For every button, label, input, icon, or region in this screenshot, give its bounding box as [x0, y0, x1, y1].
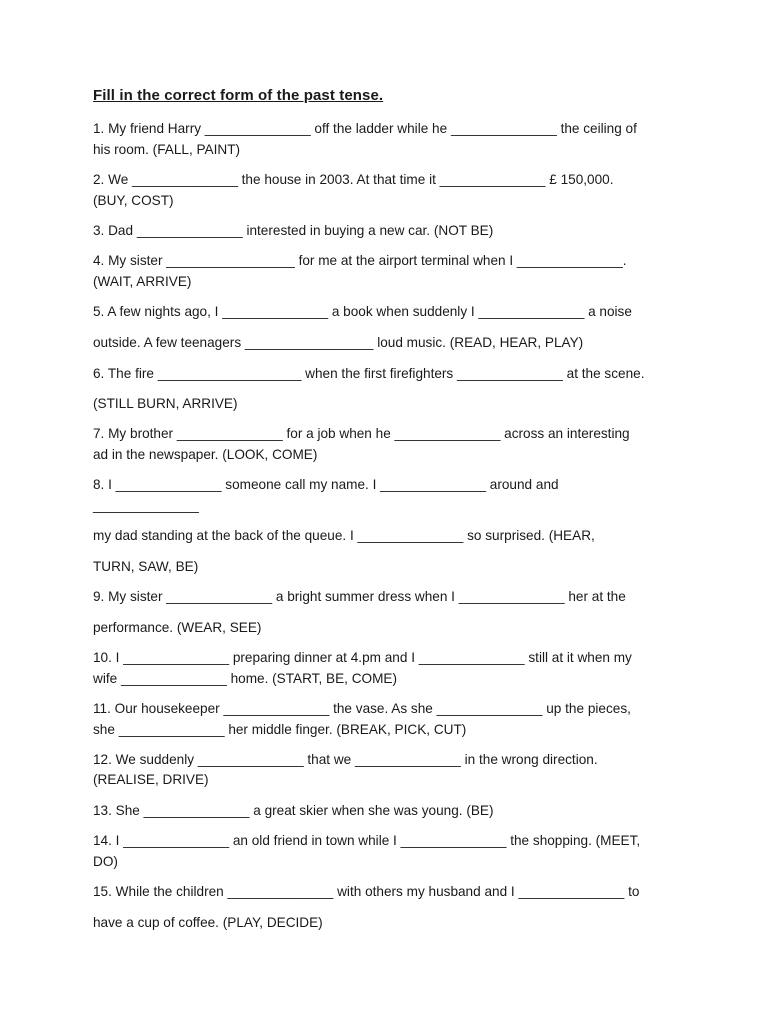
exercise-10-line-1: 10. I ______________ preparing dinner at 4.pm and I ______________ still at it when my [93, 650, 632, 665]
exercise-5-line-2: outside. A few teenagers _________________ loud music. (READ, HEAR, PLAY) [93, 335, 584, 350]
exercise-11-line-1: 11. Our housekeeper ______________ the vase. As she ______________ up the pieces, [93, 701, 631, 716]
exercise-10-line-2: wife ______________ home. (START, BE, COME) [93, 671, 397, 686]
exercise-13-line-1: 13. She ______________ a great skier when she was young. (BE) [93, 803, 494, 818]
exercise-7-line-2: ad in the newspaper. (LOOK, COME) [93, 447, 318, 462]
exercise-12-line-2: (REALISE, DRIVE) [93, 772, 209, 787]
exercise-2-line-2: (BUY, COST) [93, 193, 174, 208]
exercise-6-line-2: (STILL BURN, ARRIVE) [93, 396, 238, 411]
exercise-1-line-1: 1. My friend Harry ______________ off the ladder while he ______________ the ceiling of [93, 121, 637, 136]
exercise-9-line-1: 9. My sister ______________ a bright summer dress when I ______________ her at the [93, 589, 626, 604]
exercise-14-line-2: DO) [93, 854, 118, 869]
exercise-9-line-2: performance. (WEAR, SEE) [93, 620, 262, 635]
exercise-12-line-1: 12. We suddenly ______________ that we ______________ in the wrong direction. [93, 752, 598, 767]
exercise-7-line-1: 7. My brother ______________ for a job when he ______________ across an interesting [93, 426, 630, 441]
worksheet-title: Fill in the correct form of the past tense. [93, 87, 384, 104]
exercise-3-line-1: 3. Dad ______________ interested in buying a new car. (NOT BE) [93, 223, 494, 238]
exercise-4-line-1: 4. My sister _________________ for me at the airport terminal when I ______________. [93, 253, 627, 268]
exercise-5-line-1: 5. A few nights ago, I ______________ a book when suddenly I ______________ a noise [93, 304, 632, 319]
exercise-8-line-3: my dad standing at the back of the queue. I ______________ so surprised. (HEAR, [93, 528, 595, 543]
exercise-4-line-2: (WAIT, ARRIVE) [93, 274, 192, 289]
exercise-2-line-1: 2. We ______________ the house in 2003. At that time it ______________ £ 150,000. [93, 172, 614, 187]
exercise-6-line-1: 6. The fire ___________________ when the first firefighters ______________ at the scene. [93, 366, 645, 381]
exercise-11-line-2: she ______________ her middle finger. (BREAK, PICK, CUT) [93, 722, 467, 737]
exercise-15-line-2: have a cup of coffee. (PLAY, DECIDE) [93, 915, 323, 930]
exercise-8-line-1: 8. I ______________ someone call my name. I ______________ around and [93, 477, 559, 492]
exercise-1-line-2: his room. (FALL, PAINT) [93, 142, 241, 157]
exercise-14-line-1: 14. I ______________ an old friend in town while I ______________ the shopping. (MEET, [93, 833, 641, 848]
exercise-8-line-4: TURN, SAW, BE) [93, 559, 199, 574]
exercise-8-line-2: ______________ [93, 498, 199, 513]
exercise-15-line-1: 15. While the children ______________ with others my husband and I ______________ to [93, 884, 640, 899]
